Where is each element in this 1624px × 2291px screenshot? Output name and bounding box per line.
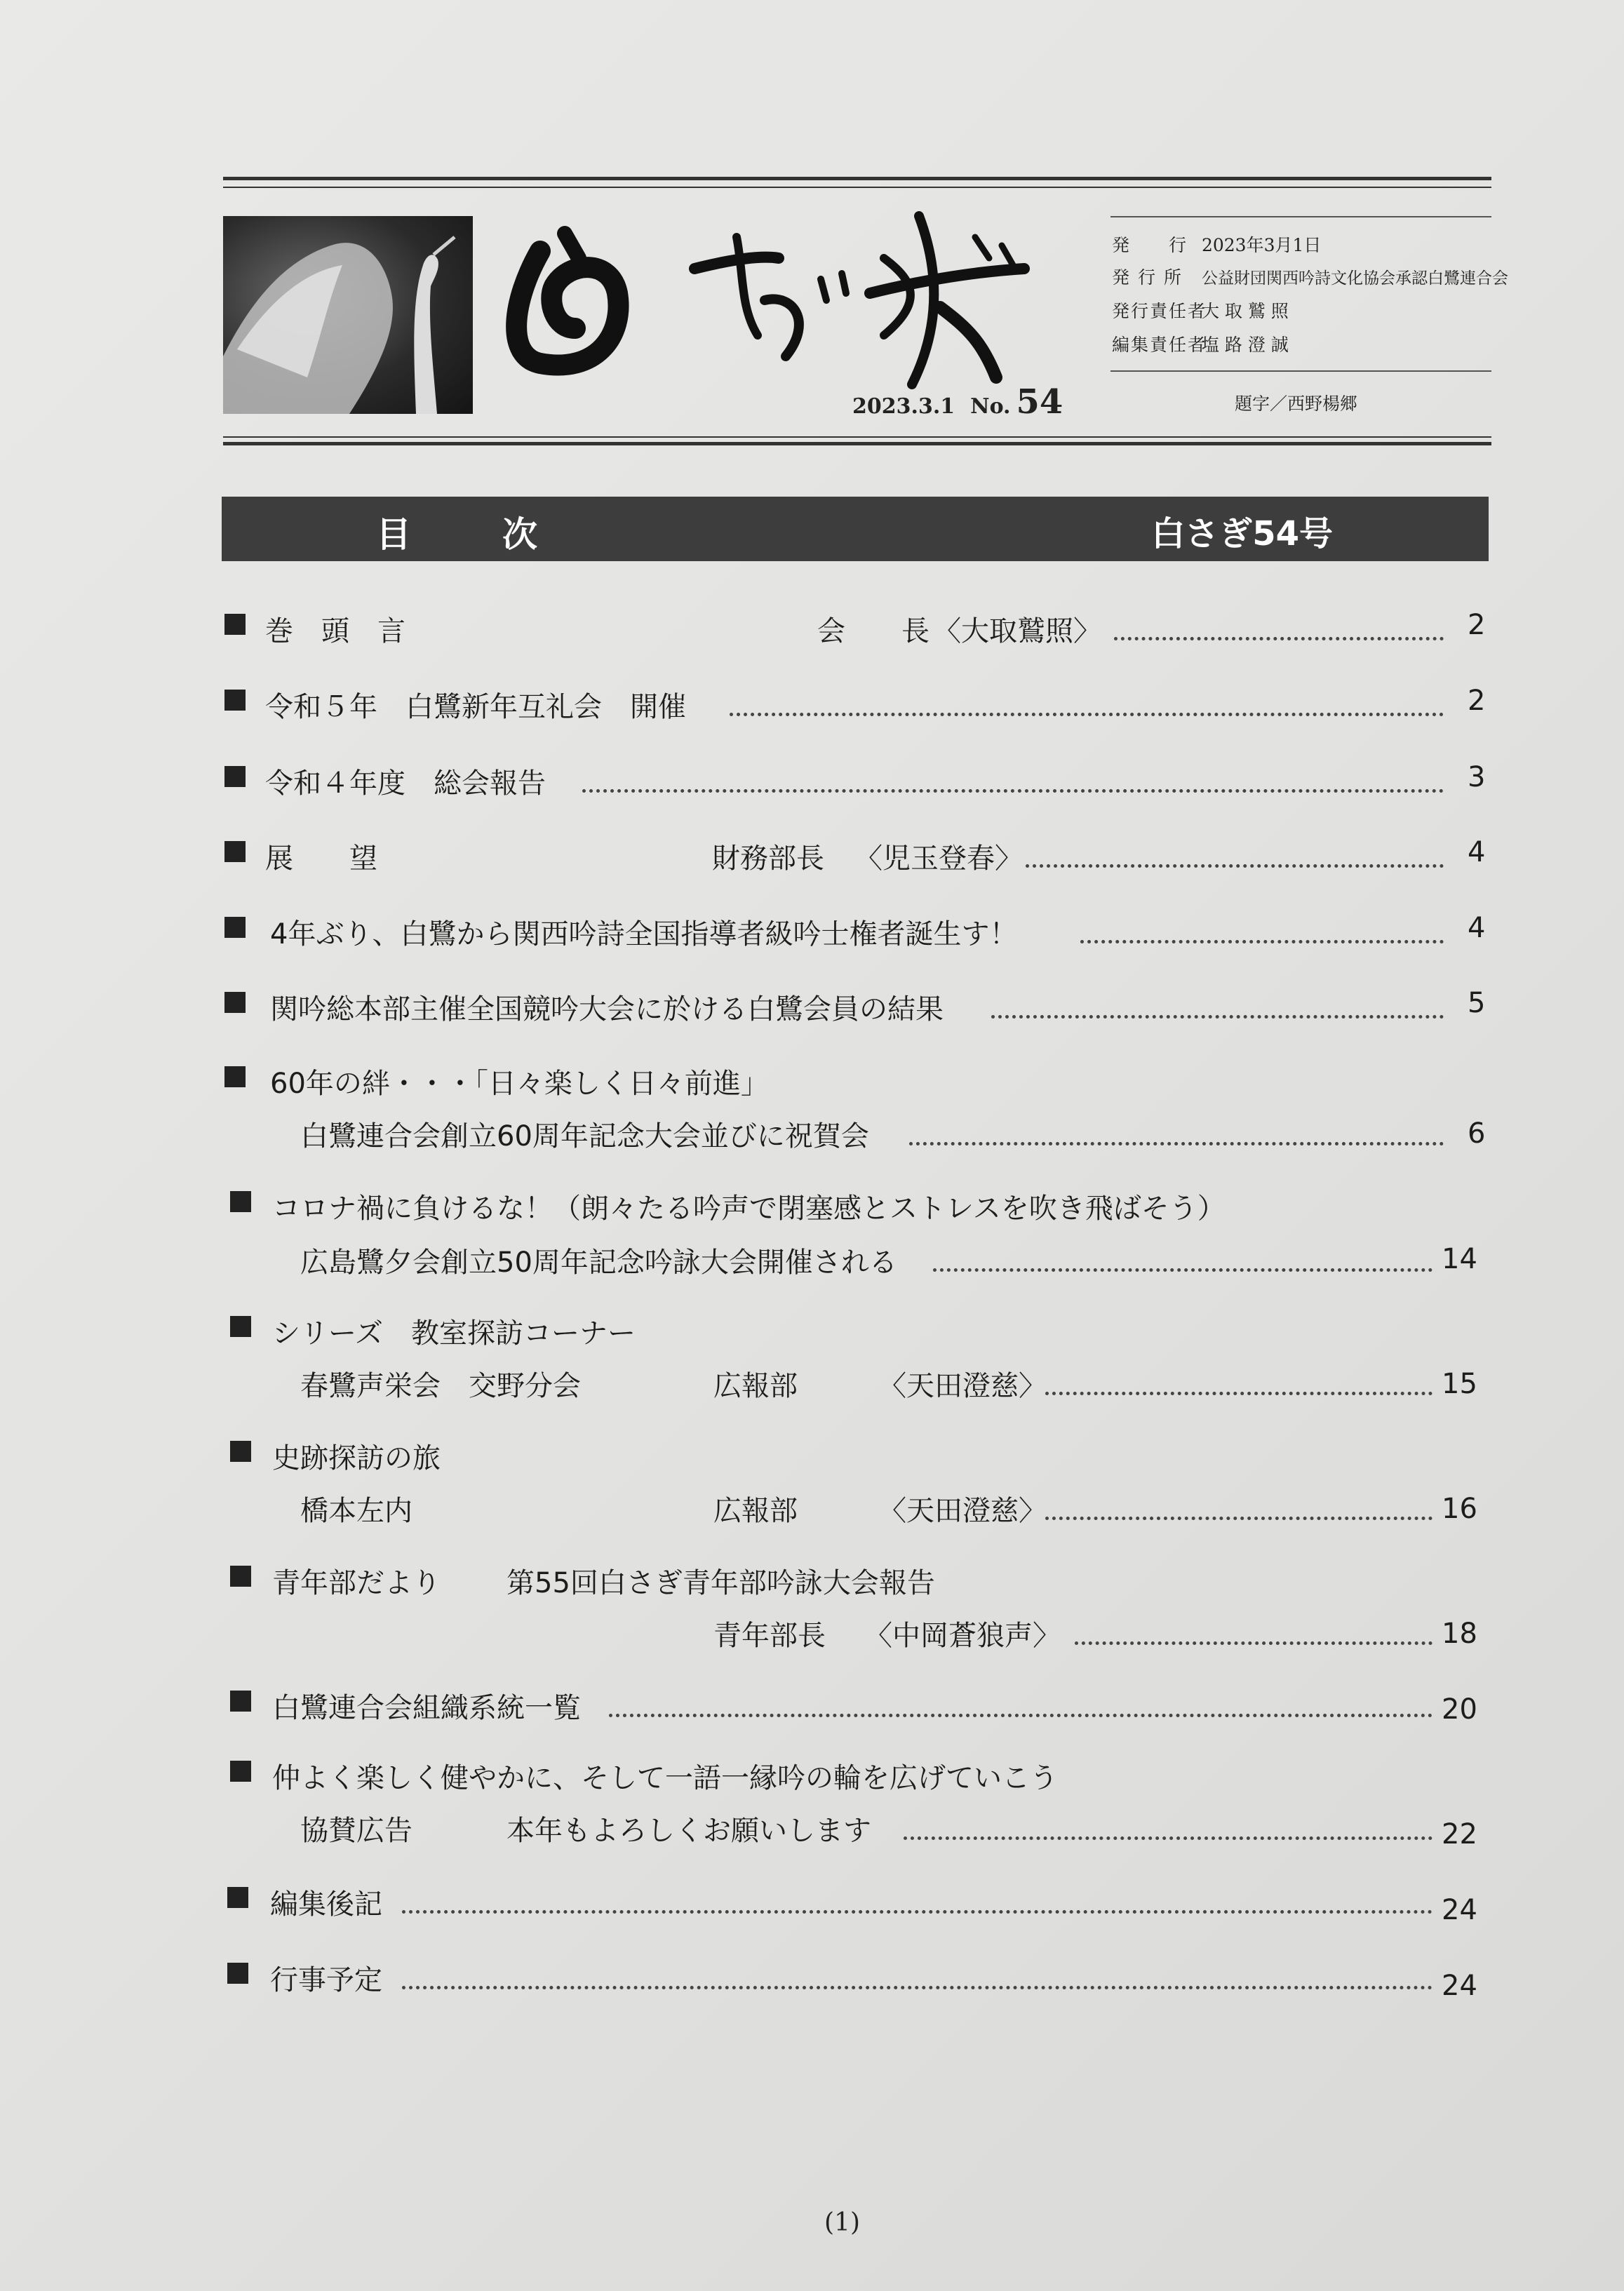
bullet-square-icon — [224, 917, 246, 938]
dot-leader — [582, 761, 1444, 793]
toc-page: 22 — [1442, 1818, 1477, 1850]
bullet-square-icon — [224, 690, 246, 711]
toc-title[interactable]: 60年の絆・・・「日々楽しく日々前進」 — [270, 1068, 769, 1100]
toc-page: 2 — [1468, 609, 1486, 641]
toc-role: 青年部長 — [713, 1620, 826, 1652]
toc-author: 〈大取鷲照〉 — [933, 615, 1101, 647]
bullet-square-icon — [230, 1441, 251, 1462]
toc-page: 24 — [1442, 1970, 1477, 2002]
toc-author: 〈天田澄慈〉 — [878, 1370, 1047, 1402]
dot-leader — [730, 685, 1444, 716]
info-editor-responsible — [1112, 331, 1289, 356]
calligraphy-credit: 題字／西野楊郷 — [1235, 394, 1358, 414]
toc-title[interactable]: 史跡探訪の旅 — [272, 1442, 441, 1474]
masthead-title-calligraphy — [491, 195, 1052, 405]
toc-page: 16 — [1442, 1493, 1477, 1525]
toc-subtitle: 広島鷺夕会創立50周年記念吟詠大会開催される — [300, 1247, 897, 1279]
toc-title[interactable]: 編集後記 — [270, 1888, 382, 1921]
header-rule-top-thin — [223, 187, 1491, 188]
info-value: 塩 路 澄 誠 — [1201, 335, 1289, 355]
bullet-square-icon — [227, 1887, 248, 1908]
dot-leader — [609, 1686, 1432, 1717]
dot-leader — [904, 1808, 1432, 1840]
dot-leader — [1114, 609, 1444, 640]
bullet-square-icon — [224, 614, 246, 635]
toc-title[interactable]: 青年部だより — [272, 1567, 441, 1599]
toc-page: 15 — [1442, 1368, 1477, 1400]
toc-title-extra: 第55回白さぎ青年部吟詠大会報告 — [506, 1567, 935, 1599]
toc-page: 4 — [1468, 912, 1486, 944]
bullet-square-icon — [230, 1566, 251, 1587]
toc-title[interactable]: 展 望 — [265, 842, 377, 875]
toc-title[interactable]: 4年ぶり、白鷺から関西吟詩全国指導者級吟士権者誕生す！ — [270, 918, 1018, 950]
toc-page: 4 — [1468, 836, 1486, 868]
toc-page: 20 — [1442, 1693, 1477, 1726]
dot-leader — [1045, 1489, 1432, 1520]
toc-role: 広報部 — [713, 1370, 798, 1402]
toc-title[interactable]: 令和５年 白鷺新年互礼会 開催 — [265, 691, 686, 723]
info-label: 発 行 — [1112, 235, 1188, 255]
toc-header-bar — [222, 497, 1489, 561]
dot-leader — [933, 1240, 1432, 1272]
bullet-square-icon — [224, 766, 246, 787]
issue-number: 54 — [1016, 382, 1063, 422]
bullet-square-icon — [227, 1963, 248, 1984]
toc-subtitle: 春鷺声栄会 交野分会 — [300, 1370, 581, 1402]
info-value: 公益財団関西吟詩文化協会承認白鷺連合会 — [1201, 269, 1508, 288]
info-publish-date — [1112, 231, 1321, 257]
header-rule-bottom-thin — [223, 436, 1491, 438]
toc-subtitle: 協賛広告 — [300, 1815, 412, 1847]
toc-issue-label: 白さぎ54号 — [1151, 514, 1333, 553]
bullet-square-icon — [230, 1191, 251, 1212]
toc-title[interactable]: 関吟総本部主催全国競吟大会に於ける白鷺会員の結果 — [270, 993, 944, 1026]
dot-leader — [1026, 836, 1444, 868]
toc-subtitle-extra: 本年もよろしくお願いします — [506, 1815, 871, 1847]
toc-author: 〈中岡蒼狼声〉 — [864, 1620, 1061, 1652]
info-label: 発 行 所 — [1112, 267, 1183, 288]
dot-leader — [402, 1958, 1432, 1989]
toc-page: 6 — [1468, 1117, 1486, 1150]
dot-leader — [991, 987, 1444, 1019]
info-publisher — [1112, 264, 1508, 289]
bullet-square-icon — [230, 1691, 251, 1712]
egret-photo — [223, 216, 473, 414]
toc-page: 5 — [1468, 987, 1486, 1019]
toc-role: 財務部長 — [712, 842, 824, 875]
toc-author: 〈天田澄慈〉 — [878, 1495, 1047, 1527]
toc-title[interactable]: 白鷺連合会組織系統一覧 — [272, 1692, 581, 1724]
toc-title[interactable]: 行事予定 — [270, 1964, 382, 1996]
bullet-square-icon — [224, 992, 246, 1013]
toc-page: 18 — [1442, 1618, 1477, 1650]
toc-role: 会 長 — [817, 615, 930, 647]
dot-leader — [402, 1882, 1432, 1914]
info-value: 2023年3月1日 — [1201, 235, 1322, 255]
info-rule-top — [1110, 216, 1491, 217]
info-value: 大 取 鷲 照 — [1201, 301, 1289, 321]
bullet-square-icon — [224, 1066, 246, 1087]
toc-page: 24 — [1442, 1894, 1477, 1926]
page-number: (1) — [824, 2208, 860, 2237]
toc-page: 3 — [1468, 761, 1486, 793]
header-rule-top — [223, 177, 1491, 180]
toc-subtitle: 白鷺連合会創立60周年記念大会並びに祝賀会 — [300, 1120, 869, 1153]
bullet-square-icon — [230, 1316, 251, 1337]
toc-page: 14 — [1442, 1243, 1477, 1275]
bullet-square-icon — [224, 841, 246, 862]
toc-title[interactable]: 令和４年度 総会報告 — [265, 767, 546, 800]
toc-title[interactable]: コロナ禍に負けるな！（朗々たる吟声で閉塞感とストレスを吹き飛ばそう） — [272, 1192, 1226, 1225]
info-publisher-responsible — [1112, 297, 1289, 323]
header-rule-bottom — [223, 442, 1491, 445]
dot-leader — [909, 1114, 1444, 1146]
dot-leader — [1080, 912, 1444, 943]
info-label: 発行責任者 — [1112, 301, 1207, 321]
toc-title[interactable]: 巻 頭 言 — [265, 615, 405, 647]
toc-subtitle: 橋本左内 — [300, 1495, 412, 1527]
dot-leader — [1075, 1613, 1432, 1645]
toc-role: 広報部 — [713, 1495, 798, 1527]
info-label: 編集責任者 — [1112, 335, 1207, 355]
toc-heading: 目次 — [376, 514, 629, 555]
toc-author: 〈児玉登春〉 — [854, 842, 1023, 875]
issue-date-number — [852, 382, 1063, 422]
bullet-square-icon — [230, 1761, 251, 1782]
dot-leader — [1045, 1364, 1432, 1395]
info-rule-bottom — [1110, 370, 1491, 372]
issue-date: 2023.3.1 — [852, 394, 955, 419]
toc-title[interactable]: 仲よく楽しく健やかに、そして一語一縁吟の輪を広げていこう — [272, 1762, 1058, 1794]
issue-no-label: No. — [970, 394, 1011, 419]
toc-title[interactable]: シリーズ 教室探訪コーナー — [272, 1317, 636, 1350]
toc-page: 2 — [1468, 685, 1486, 717]
